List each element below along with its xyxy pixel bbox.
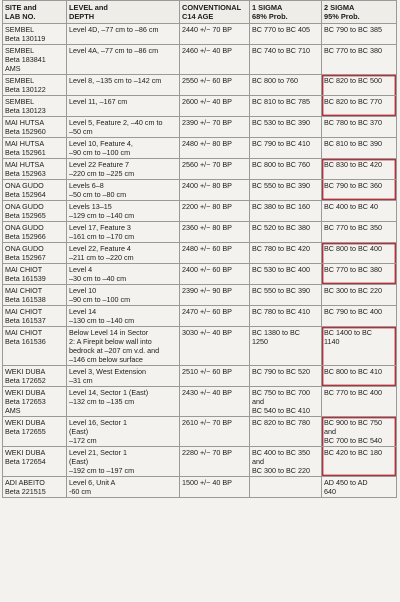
cell-sigma1: BC 550 to BC 390 [250,285,322,306]
cell-sigma1: BC 400 to BC 350 and BC 300 to BC 220 [250,447,322,477]
cell-level: Level 8, –135 cm to –142 cm [67,75,180,96]
cell-site: WEKI DUBA Beta 172654 [3,447,67,477]
header-2-sigma: 2 SIGMA 95% Prob. [322,1,397,24]
cell-sigma2: BC 770 to BC 380 [322,45,397,75]
cell-site: ONA GUDO Beta 152967 [3,243,67,264]
table-row [3,45,397,75]
cell-site: WEKI DUBA Beta 172653 AMS [3,387,67,417]
table-row [3,366,397,387]
cell-age: 2400 +/− 80 BP [180,180,250,201]
table-row [3,222,397,243]
cell-level: Level 17, Feature 3 –161 cm to –170 cm [67,222,180,243]
table-row [3,138,397,159]
cell-site: WEKI DUBA Beta 172652 [3,366,67,387]
cell-sigma2-highlighted: BC 900 to BC 750 and BC 700 to BC 540 [322,417,397,447]
cell-sigma2-highlighted: BC 420 to BC 180 [322,447,397,477]
cell-sigma1: BC 750 to BC 700 and BC 540 to BC 410 [250,387,322,417]
cell-sigma1: BC 820 to BC 780 [250,417,322,447]
cell-sigma1: BC 550 to BC 390 [250,180,322,201]
cell-sigma1: BC 740 to BC 710 [250,45,322,75]
cell-level: Levels 13–15 –129 cm to –140 cm [67,201,180,222]
cell-sigma2-highlighted: BC 800 to BC 400 [322,243,397,264]
cell-sigma1: BC 520 to BC 380 [250,222,322,243]
cell-sigma2: BC 810 to BC 390 [322,138,397,159]
cell-age: 2400 +/− 60 BP [180,264,250,285]
cell-age: 2360 +/− 80 BP [180,222,250,243]
cell-site: MAI HUTSA Beta 152963 [3,159,67,180]
cell-level: Level 3, West Extension –31 cm [67,366,180,387]
cell-sigma1: BC 800 to 760 [250,75,322,96]
cell-sigma1: BC 780 to BC 420 [250,243,322,264]
cell-site: MAI CHIOT Beta 161538 [3,285,67,306]
cell-sigma2: BC 790 to BC 400 [322,306,397,327]
header-1-sigma: 1 SIGMA 68% Prob. [250,1,322,24]
header-conventional-age: CONVENTIONAL C14 AGE [180,1,250,24]
cell-sigma1: BC 780 to BC 410 [250,306,322,327]
cell-level: Levels 6–8 –50 cm to –80 cm [67,180,180,201]
cell-level: Level 6, Unit A -60 cm [67,477,180,498]
cell-sigma2: BC 780 to BC 370 [322,117,397,138]
table-row [3,477,397,498]
cell-sigma2: BC 300 to BC 220 [322,285,397,306]
table-row [3,387,397,417]
cell-age: 2280 +/− 70 BP [180,447,250,477]
cell-age: 2470 +/− 60 BP [180,306,250,327]
table-row [3,159,397,180]
cell-level: Level 14, Sector 1 (East) –132 cm to –135 cm [67,387,180,417]
cell-site: MAI HUTSA Beta 152960 [3,117,67,138]
cell-level: Level 11, –167 cm [67,96,180,117]
cell-sigma2-highlighted: BC 770 to BC 380 [322,264,397,285]
table-row [3,75,397,96]
cell-level: Level 5, Feature 2, –40 cm to –50 cm [67,117,180,138]
cell-age: 2430 +/− 40 BP [180,387,250,417]
cell-sigma1: BC 800 to BC 760 [250,159,322,180]
table-row [3,264,397,285]
table-row [3,285,397,306]
cell-site: ONA GUDO Beta 152966 [3,222,67,243]
cell-level: Level 4A, –77 cm to –86 cm [67,45,180,75]
cell-site: MAI CHIOT Beta 161537 [3,306,67,327]
cell-site: MAI HUTSA Beta 152961 [3,138,67,159]
cell-sigma2: BC 400 to BC 40 [322,201,397,222]
cell-age: 2610 +/− 70 BP [180,417,250,447]
cell-level: Level 21, Sector 1 (East) –192 cm to –197 cm [67,447,180,477]
cell-sigma2-highlighted: BC 820 to BC 500 [322,75,397,96]
cell-level: Level 10 –90 cm to –100 cm [67,285,180,306]
cell-level: Level 22, Feature 4 –211 cm to –220 cm [67,243,180,264]
cell-sigma1: BC 530 to BC 390 [250,117,322,138]
cell-sigma1: BC 790 to BC 520 [250,366,322,387]
cell-sigma2-highlighted: BC 800 to BC 410 [322,366,397,387]
cell-level: Level 10, Feature 4, –90 cm to –100 cm [67,138,180,159]
cell-site: ONA GUDO Beta 152965 [3,201,67,222]
cell-site: ONA GUDO Beta 152964 [3,180,67,201]
cell-site: MAI CHIOT Beta 161539 [3,264,67,285]
table-row [3,96,397,117]
cell-sigma2-highlighted: BC 830 to BC 420 [322,159,397,180]
cell-site: SEMBEL Beta 130122 [3,75,67,96]
cell-level: Below Level 14 in Sector 2: A Firepit below wall into bedrock at –207 cm v.d. and –146 cm below surface [67,327,180,366]
header-site: SITE and LAB NO. [3,1,67,24]
cell-sigma2: AD 450 to AD 640 [322,477,397,498]
cell-site: MAI CHIOT Beta 161536 [3,327,67,366]
cell-sigma2-highlighted: BC 1400 to BC 1140 [322,327,397,366]
cell-sigma1: BC 810 to BC 785 [250,96,322,117]
cell-level: Level 4 –30 cm to –40 cm [67,264,180,285]
cell-sigma2: BC 790 to BC 385 [322,24,397,45]
table-header-row [3,1,397,24]
table-row [3,327,397,366]
cell-age: 2480 +/− 80 BP [180,138,250,159]
radiocarbon-dates-table [2,0,397,498]
cell-sigma1: BC 790 to BC 410 [250,138,322,159]
table-row [3,180,397,201]
cell-sigma1: BC 530 to BC 400 [250,264,322,285]
cell-age: 3030 +/− 40 BP [180,327,250,366]
cell-age: 2550 +/− 60 BP [180,75,250,96]
cell-age: 2560 +/− 70 BP [180,159,250,180]
cell-age: 2510 +/− 60 BP [180,366,250,387]
table-row [3,243,397,264]
cell-sigma2: BC 770 to BC 350 [322,222,397,243]
cell-age: 2390 +/− 90 BP [180,285,250,306]
table-row [3,24,397,45]
cell-level: Level 4D, –77 cm to –86 cm [67,24,180,45]
cell-age: 2600 +/− 40 BP [180,96,250,117]
cell-sigma1: BC 770 to BC 405 [250,24,322,45]
cell-site: ADI ABEITO Beta 221515 [3,477,67,498]
cell-sigma1 [250,477,322,498]
cell-age: 2460 +/− 40 BP [180,45,250,75]
cell-site: WEKI DUBA Beta 172655 [3,417,67,447]
header-level: LEVEL and DEPTH [67,1,180,24]
cell-sigma2-highlighted: BC 790 to BC 360 [322,180,397,201]
table-row [3,201,397,222]
table-row [3,417,397,447]
table-row [3,117,397,138]
table-row [3,447,397,477]
document-page [2,0,398,602]
cell-age: 2390 +/− 70 BP [180,117,250,138]
cell-level: Level 22 Feature 7 –220 cm to –225 cm [67,159,180,180]
cell-level: Level 14 –130 cm to –140 cm [67,306,180,327]
cell-sigma1: BC 1380 to BC 1250 [250,327,322,366]
cell-site: SEMBEL Beta 130123 [3,96,67,117]
cell-sigma2: BC 770 to BC 400 [322,387,397,417]
cell-sigma2-highlighted: BC 820 to BC 770 [322,96,397,117]
cell-age: 2480 +/− 60 BP [180,243,250,264]
table-row [3,306,397,327]
cell-age: 2440 +/− 70 BP [180,24,250,45]
cell-age: 1500 +/− 40 BP [180,477,250,498]
cell-age: 2200 +/− 80 BP [180,201,250,222]
cell-level: Level 16, Sector 1 (East) –172 cm [67,417,180,447]
cell-site: SEMBEL Beta 130119 [3,24,67,45]
cell-sigma1: BC 380 to BC 160 [250,201,322,222]
cell-site: SEMBEL Beta 183841 AMS [3,45,67,75]
